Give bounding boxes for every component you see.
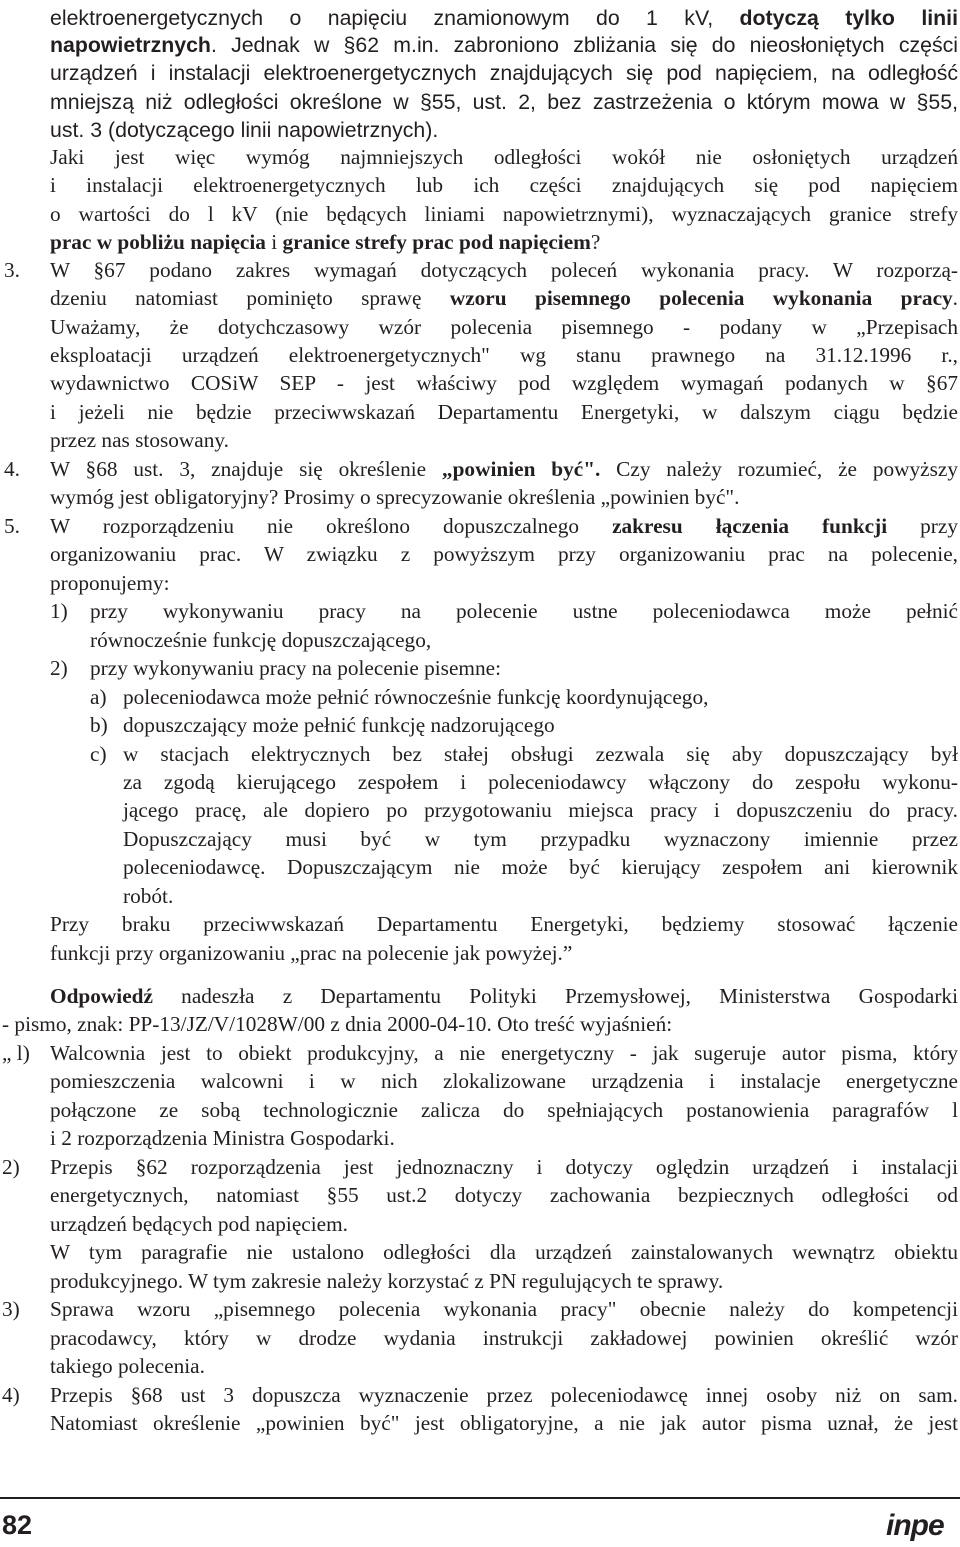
text-segment: Natomiast określenie „powinien być" jest obligatoryjne, a nie jak autor pisma uznał, że jest	[50, 1411, 958, 1435]
text-segment: jącego pracę, ale dopiero po przygotowaniu miejsca pracy i dopuszczeniu do pracy.	[123, 798, 958, 822]
text-line	[50, 1181, 958, 1210]
text-segment: równocześnie funkcję dopuszczającego,	[90, 628, 432, 652]
text-segment: urządzeń będących pod napięciem.	[50, 1212, 349, 1236]
text-segment: za zgodą kierującego zespołem i poleceniodawcy włączony do zespołu wykonu-	[123, 770, 958, 794]
text-line	[50, 1096, 958, 1125]
text-segment: urządzeń i instalacji elektroenergetycznych znajdujących się pod napięciem, na odległość	[50, 61, 958, 85]
text-segment: eksploatacji urządzeń elektroenergetycznych" wg stanu prawnego na 31.12.1996 r.,	[50, 343, 958, 367]
text-line	[50, 228, 958, 257]
text-line	[50, 1039, 958, 1068]
text-line	[50, 256, 958, 285]
text-line	[2, 1010, 958, 1039]
text-segment: - pismo, znak: PP-13/JZ/V/1028W/00 z dnia 2000-04-10. Oto treść wyjaśnień:	[2, 1012, 673, 1036]
text-segment: i jeżeli nie będzie przeciwwskazań Departamentu Energetyki, w dalszym ciągu będzie	[50, 400, 958, 424]
list-marker: 3)	[2, 1297, 20, 1321]
text-line	[50, 200, 958, 229]
list-marker: c)	[90, 742, 107, 766]
text-segment: Jaki jest więc wymóg najmniejszych odległości wokół nie osłoniętych urządzeń	[50, 145, 958, 169]
text-line	[50, 1267, 958, 1296]
text-segment: produkcyjnego. W tym zakresie należy korzystać z PN regulujących te sprawy.	[50, 1269, 724, 1293]
text-line	[50, 4, 958, 33]
bold-text: dotyczą tylko linii	[739, 6, 959, 30]
text-segment: organizowaniu prac. W związku z powyższym przy organizowaniu prac na polecenie,	[50, 542, 958, 566]
text-segment: .	[952, 286, 958, 310]
text-line	[50, 982, 958, 1011]
text-segment: elektroenergetycznych o napięciu znamionowym do 1 kV,	[50, 6, 740, 30]
text-line	[50, 1153, 958, 1182]
text-segment: W §68 ust. 3, znajduje się określenie	[50, 457, 442, 481]
text-segment: Przy braku przeciwwskazań Departamentu Energetyki, będziemy stosować łączenie	[50, 912, 958, 936]
text-line	[50, 483, 958, 512]
bold-text: napowietrznych	[50, 33, 211, 57]
publisher-logo	[884, 1509, 958, 1541]
text-segment: nadeszła z Departamentu Polityki Przemysłowej, Ministerstwa Gospodarki	[152, 984, 958, 1008]
text-segment: Dopuszczający musi być w tym przypadku wyznaczony imiennie przez	[123, 827, 958, 851]
text-segment: poleceniodawcę. Dopuszczającym nie może być kierujący zespołem ani kierownik	[123, 855, 958, 879]
text-line	[123, 882, 958, 911]
page-number: 82	[2, 1510, 33, 1540]
text-line	[50, 341, 958, 370]
text-segment: pomieszczenia walcowni i w nich zlokalizowane urządzenia i instalacje energetyczne	[50, 1069, 958, 1093]
text-line	[50, 398, 958, 427]
text-line	[123, 853, 958, 882]
list-marker: 1)	[50, 599, 68, 623]
bold-text: prac w pobliżu napięcia	[50, 230, 266, 254]
text-segment: . Jednak w §62 m.in. zabroniono zbliżania się do nieosłoniętych części	[210, 33, 958, 57]
text-segment: i instalacji elektroenergetycznych lub ich części znajdujących się pod napięciem	[50, 173, 958, 197]
list-marker: a)	[90, 685, 107, 709]
text-segment: dzeniu natomiast pominięto sprawę	[50, 286, 450, 310]
text-line	[50, 31, 958, 60]
text-line	[50, 512, 958, 541]
text-line	[50, 455, 958, 484]
text-line	[123, 796, 958, 825]
text-segment: Walcownia jest to obiekt produkcyjny, a nie energetyczny - jak sugeruje autor pisma, który	[50, 1041, 958, 1065]
list-marker: 3.	[4, 258, 20, 282]
text-line	[123, 711, 958, 740]
text-segment: takiego polecenia.	[50, 1354, 205, 1378]
text-segment: w stacjach elektrycznych bez stałej obsługi zezwala się aby dopuszczający był	[123, 742, 958, 766]
list-marker: 4.	[4, 457, 20, 481]
text-segment: poleceniodawca może pełnić równocześnie funkcję koordynującego,	[123, 685, 709, 709]
text-line	[50, 1381, 958, 1410]
text-line	[50, 540, 958, 569]
text-segment: mniejszą niż odległości określone w §55, ust. 2, bez zastrzeżenia o którym mowa w §55,	[50, 90, 958, 114]
text-line	[50, 116, 958, 145]
text-line	[90, 654, 958, 683]
footer-rule	[0, 1497, 960, 1499]
text-line	[50, 143, 958, 172]
text-segment: przez nas stosowany.	[50, 428, 229, 452]
bold-text: „powinien być".	[441, 457, 601, 481]
text-line	[50, 88, 958, 117]
list-marker: 5.	[4, 514, 20, 538]
text-segment: Uważamy, że dotychczasowy wzór polecenia pisemnego - podany w „Przepisach	[50, 315, 958, 339]
text-segment: połączone ze sobą technologicznie zalicza do spełniających postanowienia paragrafów l	[50, 1098, 958, 1122]
text-line	[50, 369, 958, 398]
text-line	[50, 59, 958, 88]
text-segment: Przepis §68 ust 3 dopuszcza wyznaczenie przez poleceniodawcę innej osoby niż on sam.	[50, 1383, 958, 1407]
text-line	[123, 825, 958, 854]
bold-text: Odpowiedź	[50, 984, 153, 1008]
text-line	[90, 597, 958, 626]
text-segment: pracodawcy, który w drodze wydania instrukcji zakładowej powinien określić wzór	[50, 1326, 958, 1350]
text-line	[50, 939, 958, 968]
bold-text: zakresu łączenia funkcji	[612, 514, 888, 538]
text-segment: W tym paragrafie nie ustalono odległości dla urządzeń zainstalowanych wewnątrz obiektu	[50, 1240, 958, 1264]
text-line	[50, 1324, 958, 1353]
text-line	[50, 1067, 958, 1096]
list-marker: 2)	[50, 656, 68, 680]
text-line	[50, 1352, 958, 1381]
text-line	[50, 1210, 958, 1239]
logo-text: inpe	[886, 1509, 944, 1541]
text-line	[50, 1409, 958, 1438]
bold-text: granice strefy prac pod napięciem	[282, 230, 591, 254]
text-line	[50, 1124, 958, 1153]
text-segment: Czy należy rozumieć, że powyższy	[600, 457, 958, 481]
list-marker: „ l)	[2, 1041, 30, 1065]
text-line	[123, 740, 958, 769]
text-line	[50, 313, 958, 342]
text-segment: przy wykonywaniu pracy na polecenie pisemne:	[90, 656, 502, 680]
text-line	[50, 569, 958, 598]
text-line	[123, 683, 958, 712]
bold-text: wzoru pisemnego polecenia wykonania pracy	[449, 286, 953, 310]
text-line	[50, 1238, 958, 1267]
text-line	[90, 626, 958, 655]
list-marker: 2)	[2, 1155, 20, 1179]
text-segment: proponujemy:	[50, 571, 170, 595]
text-line	[50, 171, 958, 200]
text-segment: W §67 podano zakres wymagań dotyczących poleceń wykonania pracy. W rozporzą-	[50, 258, 958, 282]
text-segment: W rozporządzeniu nie określono dopuszczalnego	[50, 514, 613, 538]
text-segment: wymóg jest obligatoryjny? Prosimy o sprecyzowanie określenia „powinien być".	[50, 485, 740, 509]
text-segment: i	[265, 230, 283, 254]
text-segment: Sprawa wzoru „pisemnego polecenia wykonania pracy" obecnie należy do kompetencji	[50, 1297, 958, 1321]
list-marker: 4)	[2, 1383, 20, 1407]
text-line	[50, 426, 958, 455]
text-segment: funkcji przy organizowaniu „prac na polecenie jak powyżej.”	[50, 941, 573, 965]
text-segment: o wartości do l kV (nie będących liniami napowietrznymi), wyznaczających granice strefy	[50, 202, 958, 226]
text-segment: robót.	[123, 884, 174, 908]
text-segment: ?	[590, 230, 601, 254]
text-segment: przy wykonywaniu pracy na polecenie ustne poleceniodawca może pełnić	[90, 599, 958, 623]
text-segment: dopuszczający może pełnić funkcję nadzorującego	[123, 713, 555, 737]
text-line	[123, 768, 958, 797]
list-marker: b)	[90, 713, 108, 737]
text-segment: i 2 rozporządzenia Ministra Gospodarki.	[50, 1126, 395, 1150]
text-segment: wydawnictwo COSiW SEP - jest właściwy pod względem wymagań podanych w §67	[50, 371, 958, 395]
text-segment: przy	[887, 514, 958, 538]
text-line	[50, 910, 958, 939]
text-segment: ust. 3 (dotyczącego linii napowietrznych).	[50, 118, 439, 142]
text-line	[50, 1295, 958, 1324]
text-segment: energetycznych, natomiast §55 ust.2 dotyczy zachowania bezpiecznych odległości od	[50, 1183, 958, 1207]
text-line	[50, 284, 958, 313]
text-segment: Przepis §62 rozporządzenia jest jednoznaczny i dotyczy oględzin urządzeń i instalacji	[50, 1155, 958, 1179]
